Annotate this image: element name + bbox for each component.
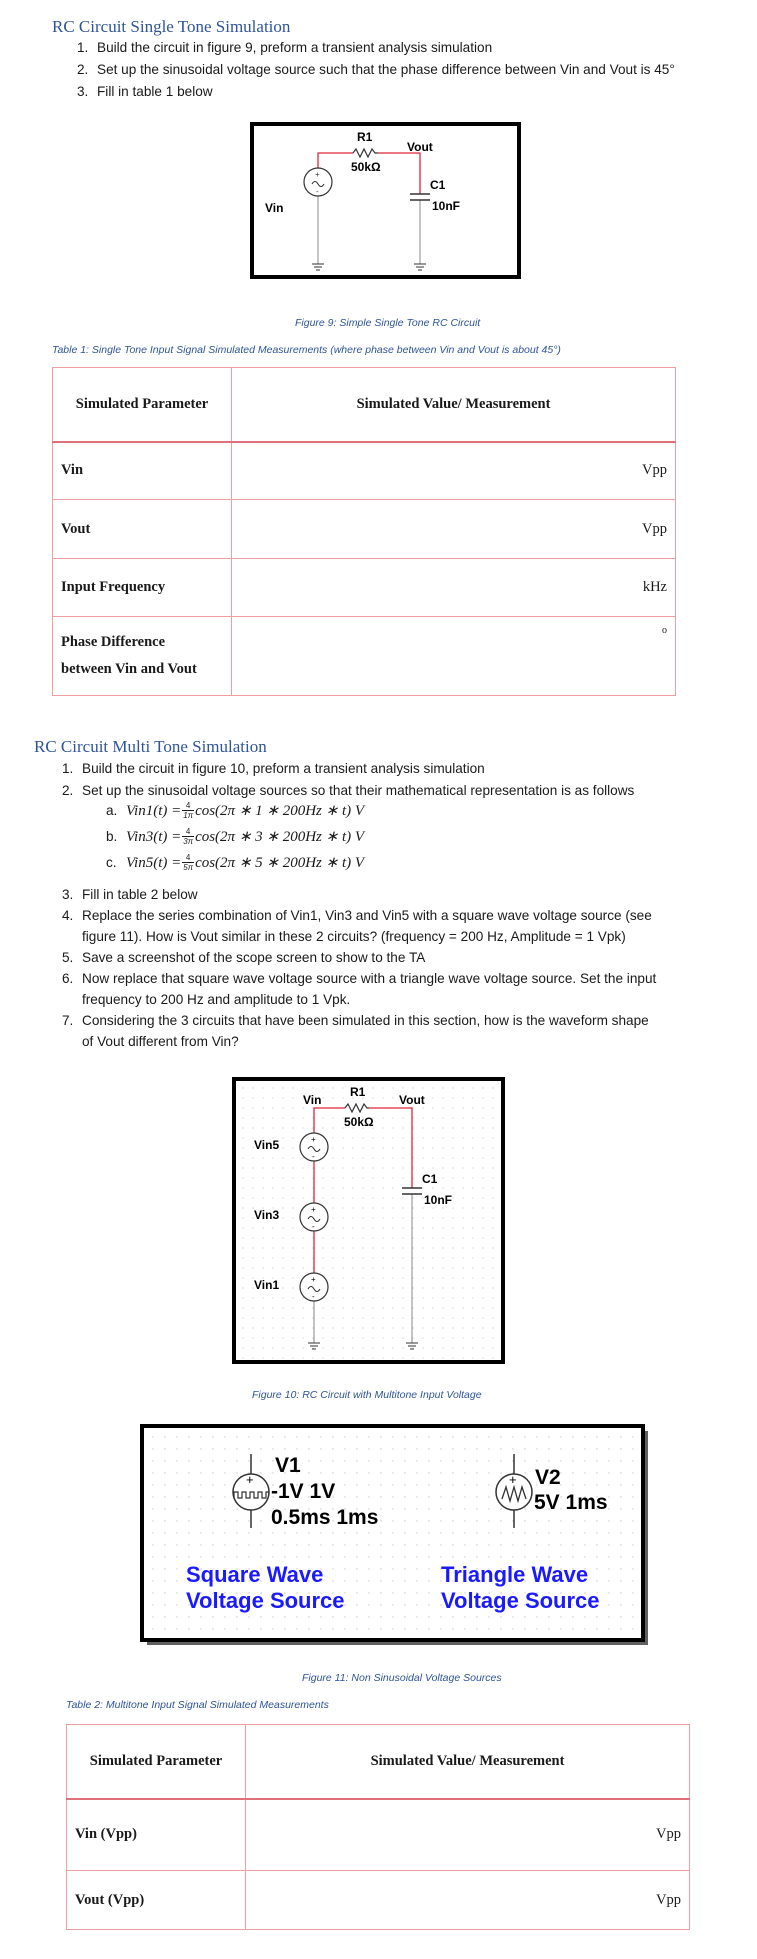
svg-text:+: + [315, 170, 320, 179]
param-cell: Vin (Vpp) [67, 1799, 246, 1871]
svg-text:-: - [312, 1152, 315, 1161]
list-item-continued: frequency to 200 Hz and amplitude to 1 Vpk. [82, 992, 351, 1007]
equation-fraction [182, 801, 194, 820]
step-text: Fill in table 2 below [82, 887, 198, 902]
figure10-caption: Figure 10: RC Circuit with Multitone Input Voltage [252, 1389, 482, 1401]
list-item [62, 949, 656, 970]
value-cell[interactable]: Vpp [232, 442, 676, 500]
param-cell [53, 617, 232, 696]
equation-rhs: cos(2π ∗ 3 ∗ 200Hz ∗ t) V [195, 829, 365, 845]
step-text: Now replace that square wave voltage source with a triangle wave voltage source. Set the input [82, 971, 657, 986]
step-text: Build the circuit in figure 9, preform a transient analysis simulation [97, 40, 493, 55]
svg-text:+: + [311, 1275, 316, 1284]
param-cell: Vin [53, 442, 232, 500]
fraction-denominator: 5π [183, 863, 194, 873]
list-item [77, 39, 675, 57]
value-cell[interactable]: kHz [232, 559, 676, 617]
vout-label: Vout [407, 140, 433, 154]
table2-caption: Table 2: Multitone Input Signal Simulated Measurements [66, 1699, 329, 1711]
step-text: Considering the 3 circuits that have been simulated in this section, how is the waveform shape [82, 1013, 649, 1028]
table-header-row [67, 1725, 690, 1799]
svg-text:+: + [311, 1135, 316, 1144]
svg-text:+: + [311, 1205, 316, 1214]
c1-label: C1 [430, 178, 446, 192]
value-cell[interactable]: Vpp [246, 1871, 690, 1930]
figure9-caption: Figure 9: Simple Single Tone RC Circuit [295, 317, 481, 329]
fraction-denominator: 3π [183, 837, 194, 847]
figure10-schematic [232, 1077, 505, 1364]
v1-params-line2: 0.5ms 1ms [271, 1506, 379, 1529]
v2-params: 5V 1ms [534, 1491, 608, 1514]
list-item [62, 782, 634, 800]
fraction-denominator: 1π [183, 811, 194, 821]
fraction-numerator: 4 [182, 827, 194, 837]
step-number: 3. [77, 84, 89, 99]
step-text: Save a screenshot of the scope screen to show to the TA [82, 950, 426, 965]
vin-label: Vin [303, 1093, 322, 1107]
figure11-schematic [140, 1424, 653, 1650]
param-line: between Vin and Vout [61, 661, 197, 677]
v1-params-line1: -1V 1V [271, 1480, 336, 1503]
step-text: Set up the sinusoidal voltage sources so that their mathematical representation is as follows [82, 783, 635, 798]
step-number: 3. [62, 887, 74, 902]
vin3-label: Vin3 [254, 1208, 280, 1222]
list-item [62, 760, 634, 778]
equation-row [106, 853, 364, 879]
list-item [62, 907, 656, 928]
param-cell: Vout (Vpp) [67, 1871, 246, 1930]
list-item [62, 1012, 656, 1033]
param-line: Phase Difference [61, 634, 166, 650]
table-row [67, 1799, 690, 1871]
table-row [53, 500, 676, 559]
section2-heading: RC Circuit Multi Tone Simulation [34, 737, 267, 756]
step-number: 2. [62, 783, 74, 798]
equation-row [106, 801, 364, 827]
table-header-cell: Simulated Value/ Measurement [246, 1725, 690, 1799]
step-number: 6. [62, 971, 74, 986]
svg-text:-: - [312, 1222, 315, 1231]
equation-rhs: cos(2π ∗ 5 ∗ 200Hz ∗ t) V [195, 855, 365, 871]
fraction-numerator: 4 [182, 853, 194, 863]
step-number: 1. [62, 761, 74, 776]
r1-label: R1 [350, 1085, 366, 1099]
r1-label: R1 [357, 130, 373, 144]
vin1-label: Vin1 [254, 1278, 280, 1292]
list-item-continued: figure 11). How is Vout similar in these 2 circuits? (frequency = 200 Hz, Amplitude = 1 Vpk) [82, 929, 626, 944]
svg-text:+: + [246, 1472, 254, 1487]
equation-letter: a. [106, 803, 118, 818]
table-row [53, 559, 676, 617]
step-number: 1. [77, 40, 89, 55]
section2-steps-after [62, 886, 656, 1054]
step-number: 4. [62, 908, 74, 923]
ac-source-icon [300, 1273, 328, 1301]
svg-text:+: + [509, 1472, 517, 1487]
figure9-schematic [250, 122, 521, 279]
svg-text:-: - [312, 1292, 315, 1301]
value-cell[interactable]: Vpp [246, 1799, 690, 1871]
svg-text:-: - [316, 187, 319, 196]
equation-letter: b. [106, 829, 118, 844]
step-text: Replace the series combination of Vin1, Vin3 and Vin5 with a square wave voltage source (see [82, 908, 652, 923]
section1-heading: RC Circuit Single Tone Simulation [52, 17, 291, 36]
r1-value: 50kΩ [344, 1115, 374, 1129]
square-wave-label: Square Wave [186, 1562, 324, 1587]
table1 [52, 367, 676, 696]
equations [106, 801, 364, 879]
ac-source-icon [300, 1203, 328, 1231]
equation-lhs: Vin1(t) = [126, 803, 182, 819]
c1-value: 10nF [424, 1193, 453, 1207]
c1-value: 10nF [432, 199, 461, 213]
vin5-label: Vin5 [254, 1138, 280, 1152]
step-text: Build the circuit in figure 10, preform a transient analysis simulation [82, 761, 485, 776]
triangle-wave-label: Voltage Source [441, 1588, 600, 1613]
table-header-cell: Simulated Value/ Measurement [232, 368, 676, 442]
step-number: 7. [62, 1013, 74, 1028]
figure9-circuit [250, 122, 521, 279]
equation-lhs: Vin3(t) = [126, 829, 182, 845]
triangle-wave-label: Triangle Wave [441, 1562, 589, 1587]
table-header-cell: Simulated Parameter [67, 1725, 246, 1799]
table2 [66, 1724, 690, 1930]
table-header-cell: Simulated Parameter [53, 368, 232, 442]
param-cell: Input Frequency [53, 559, 232, 617]
ac-source-icon [300, 1133, 328, 1161]
figure10-circuit [232, 1077, 505, 1364]
list-item [62, 970, 656, 991]
v2-name: V2 [535, 1466, 561, 1489]
step-number: 5. [62, 950, 74, 965]
equation-lhs: Vin5(t) = [126, 855, 182, 871]
section2-steps [62, 760, 634, 800]
list-item [62, 886, 656, 907]
vin-label: Vin [265, 201, 284, 215]
table1-caption: Table 1: Single Tone Input Signal Simulated Measurements (where phase between Vin and Vout is about 45°) [52, 344, 561, 356]
list-item [77, 83, 675, 101]
square-wave-label: Voltage Source [186, 1588, 345, 1613]
v1-name: V1 [275, 1454, 301, 1477]
equation-fraction [182, 827, 194, 846]
c1-label: C1 [422, 1172, 438, 1186]
table-row [53, 442, 676, 500]
step-text: Set up the sinusoidal voltage source such that the phase difference between Vin and Vout is 45° [97, 62, 675, 77]
list-item-continued: of Vout different from Vin? [82, 1034, 239, 1049]
value-cell[interactable]: Vpp [232, 500, 676, 559]
equation-letter: c. [106, 855, 117, 870]
list-item [77, 61, 675, 79]
r1-value: 50kΩ [351, 160, 381, 174]
table-row [53, 617, 676, 696]
step-number: 2. [77, 62, 89, 77]
value-cell[interactable]: o [232, 617, 676, 696]
table-row [67, 1871, 690, 1930]
equation-row [106, 827, 364, 853]
figure11-caption: Figure 11: Non Sinusoidal Voltage Sources [302, 1672, 502, 1684]
equation-fraction [182, 853, 194, 872]
fraction-numerator: 4 [182, 801, 194, 811]
param-cell: Vout [53, 500, 232, 559]
vout-label: Vout [399, 1093, 425, 1107]
step-text: Fill in table 1 below [97, 84, 213, 99]
equation-rhs: cos(2π ∗ 1 ∗ 200Hz ∗ t) V [195, 803, 365, 819]
figure11-sources [140, 1424, 653, 1650]
ac-source-icon [304, 168, 332, 196]
table-header-row [53, 368, 676, 442]
section1-steps [77, 39, 675, 101]
